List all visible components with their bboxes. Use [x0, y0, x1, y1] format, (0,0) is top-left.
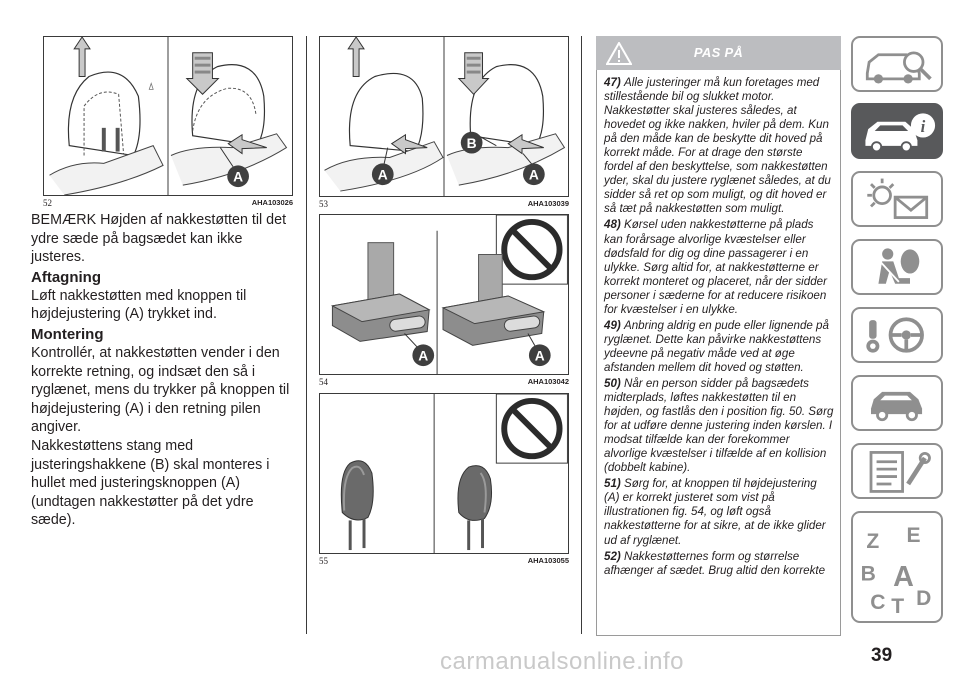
warning-item-text: Anbring aldrig en pude eller lignende på ryglænet. Dette kan påvirke nakkestøttens ydeevne på negativ måde ved at øge afstanden mellem dit hoved og støtten. — [604, 318, 829, 374]
figure-52 — [43, 36, 293, 196]
warning-item-text: Sørg for, at knoppen til højdejustering (A) er korrekt justeret som vist på illustrationen fig. 54, og løft også nakkestøtterne for at sikre, at de ikke glider ud af ryglænet. — [604, 477, 826, 547]
car-road-icon — [853, 377, 941, 429]
callout-a: A — [534, 347, 545, 364]
warning-item — [604, 76, 834, 216]
figure-53-caption — [319, 199, 569, 209]
figure-number: 52 — [43, 198, 52, 208]
figure-code: AHA103042 — [527, 377, 569, 386]
key-steering-wheel-icon — [853, 309, 941, 361]
index-letter: E — [906, 524, 921, 548]
warning-item-number: 47) — [604, 76, 624, 89]
warning-header — [596, 36, 841, 70]
sidebar-tab-car-info[interactable] — [851, 103, 943, 159]
headrest-removal-illustration — [44, 37, 292, 195]
warning-title: PAS PÅ — [693, 45, 744, 60]
warning-item-text: Kørsel uden nakkestøtterne på plads kan forårsage alvorlige kvæstelser eller dødsfald for dig og dine passagerer i en ulykke. Sørg altid for, at nakkestøtterne er korrekt monteret og placeret, når der sidder personer i sæderne for at reducere risikoen for kvæstelser i en ulykke. — [604, 218, 827, 316]
callout-b: B — [466, 135, 477, 152]
figure-54 — [319, 214, 569, 375]
warning-item — [604, 319, 834, 375]
heading-removal: Aftagning — [31, 268, 101, 286]
watermark: carmanualsonline.info — [440, 648, 684, 675]
warning-item-text: Når en person sidder på bagsædets midterplads, løftes nakkestøtten til en højden, og fastlås den i position fig. 50. Sørg for at udføre denne justering inden kørslen. I modsat tilfælde kan der forekommer alvorlige kvæstelser i tilfælde af en kollision (dobbelt kabine). — [604, 376, 834, 475]
sidebar-tab-car-search[interactable] — [851, 36, 943, 92]
warning-item-text: Alle justeringer må kun foretages med stillestående bil og slukket motor. Nakkestøtter skal justeres således, at hovedet og ikke nakken, hviler på dem. Kun på den måde kan de beskytte dit hoved på korrekt måde. For at drage den største fordel af den beskyttelse, som nakkestøtten yder, skal du justere ryglænet således, at du sidder så ret op som muligt, og dit hoved er så tæt på nakkestøtten som muligt. — [604, 76, 831, 216]
car-info-icon — [853, 105, 941, 157]
index-letter: D — [916, 587, 932, 611]
figure-number: 53 — [319, 199, 328, 209]
warning-item-number: 51) — [604, 477, 624, 491]
index-letter: A — [893, 561, 914, 594]
sidebar-tab-emergency[interactable] — [851, 375, 943, 431]
figure-number: 55 — [319, 556, 328, 566]
index-letter: B — [860, 562, 876, 586]
heading-mounting: Montering — [31, 325, 104, 343]
warning-item — [604, 377, 834, 475]
airbag-passenger-icon — [853, 241, 941, 293]
sidebar-tab-driving[interactable] — [851, 307, 943, 363]
callout-a: A — [377, 166, 388, 183]
page-number: 39 — [871, 645, 893, 666]
figure-53 — [319, 36, 569, 197]
callout-a: A — [528, 166, 539, 183]
warning-item-number: 48) — [604, 218, 624, 232]
note-paragraph: BEMÆRK Højden af nakkestøtten til det ydre sæde på bagsædet kan ikke justeres. — [31, 212, 287, 266]
alphabet-index-icon — [853, 513, 941, 621]
figure-55 — [319, 393, 569, 554]
headrest-orientation-illustration — [320, 394, 568, 553]
figure-54-caption — [319, 377, 569, 387]
mounting-paragraph: Kontrollér, at nakkestøtten vender i den korrekte retning, og indsæt den så i ryglænet, mens du trykker på knoppen til højdejustering (A) i den retning pilen angiver. — [31, 344, 290, 436]
figure-52-caption — [43, 198, 293, 208]
sidebar-tab-maintenance[interactable] — [851, 443, 943, 499]
sidebar-tab-index[interactable] — [851, 511, 943, 623]
warning-item — [604, 477, 834, 547]
figure-code: AHA103026 — [251, 198, 293, 207]
svg-text:i: i — [920, 116, 926, 136]
warning-item-number: 50) — [604, 376, 624, 390]
figure-code: AHA103055 — [527, 556, 569, 565]
callout-a: A — [418, 347, 429, 364]
headrest-mounting-illustration — [320, 37, 568, 196]
callout-a: A — [233, 168, 244, 185]
column-divider — [581, 36, 582, 634]
left-column-text — [31, 211, 293, 530]
warning-item — [604, 218, 834, 316]
warning-item-number: 52) — [604, 549, 624, 563]
index-letter: Z — [866, 529, 880, 553]
figure-code: AHA103039 — [527, 199, 569, 208]
stem-paragraph: Nakkestøttens stang med justeringshakkene (B) skal monteres i hullet med justeringsknoppen (A) (undtagen nakkestøtter på det ydre sæde). — [31, 437, 270, 529]
warning-body — [596, 70, 841, 636]
warning-light-envelope-icon — [853, 173, 941, 225]
sidebar-tab-safety[interactable] — [851, 239, 943, 295]
warning-item-text: Nakkestøtternes form og størrelse afhænger af sædet. Brug altid den korrekte — [604, 549, 826, 577]
adjustment-knob-illustration — [320, 215, 568, 374]
column-divider — [306, 36, 307, 634]
index-letter: T — [891, 594, 905, 618]
sidebar-tab-warning-lights[interactable] — [851, 171, 943, 227]
warning-item — [604, 550, 834, 578]
figure-55-caption — [319, 556, 569, 566]
car-search-icon — [853, 38, 941, 90]
index-letter: C — [870, 591, 886, 615]
warning-item-number: 49) — [604, 318, 624, 332]
service-checklist-icon — [853, 445, 941, 497]
removal-paragraph: Løft nakkestøtten med knoppen til højdejustering (A) trykket ind. — [31, 287, 247, 323]
figure-number: 54 — [319, 377, 328, 387]
